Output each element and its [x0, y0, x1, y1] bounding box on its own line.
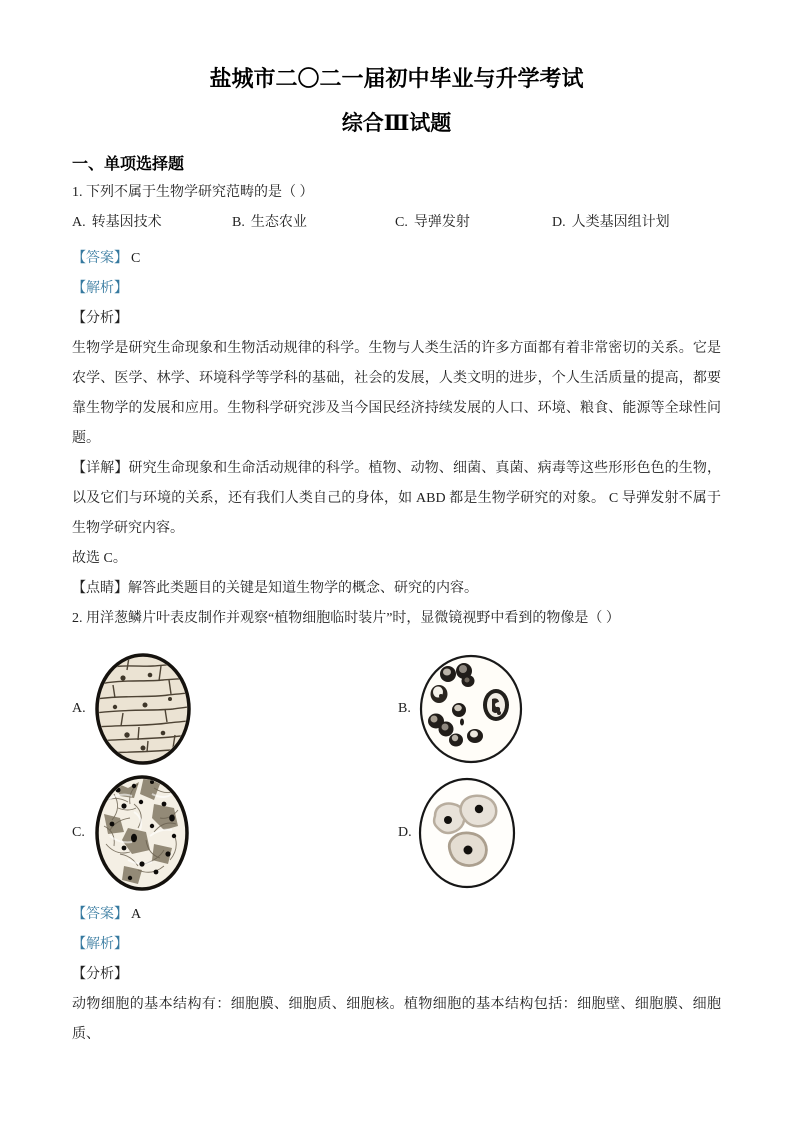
onion-epidermis-cells-micrograph: [93, 651, 193, 767]
q1-answer-line: [72, 244, 721, 274]
q1-option-b-text: 生态农业: [250, 215, 307, 230]
document-subtitle: 综合Ⅲ试题: [341, 111, 452, 135]
q1-fenxi-paragraph: 生物学是研究生命现象和生物活动规律的科学。生物与人类生活的许多方面都有着非常密切的关系。它是农学、医学、林学、环境科学等学科的基础，社会的发展，人类文明的进步，个人生活质量的提高，都要靠生物学的发展和应用。生物科学研究涉及当今国民经济持续发展的人口、环境、粮食、能源等全球性问题。: [72, 341, 721, 446]
q2-option-d-label: D.: [398, 825, 412, 840]
q1-conclusion: 故选 C。: [72, 551, 127, 566]
q2-option-b-label: B.: [398, 701, 411, 716]
q1-option-d-text: 人类基因组计划: [571, 215, 670, 230]
jiexi-label-2: 【解析】: [72, 937, 128, 952]
question-1-stem: 1. 下列不属于生物学研究范畴的是（ ）: [72, 185, 314, 200]
q2-option-c-label: C.: [72, 825, 85, 840]
fibrous-tissue-cells-micrograph: [94, 774, 190, 892]
fenxi-label: 【分析】: [72, 311, 128, 326]
document-title: 盐城市二〇二一届初中毕业与升学考试: [209, 66, 584, 91]
q1-option-a-text: 转基因技术: [91, 215, 162, 230]
xiangjie-label: 【详解】: [72, 461, 129, 476]
animal-cells-micrograph: [417, 776, 517, 890]
air-bubbles-micrograph: [418, 653, 524, 765]
q2-option-row-1: [72, 650, 721, 768]
q1-fenxi-line: [72, 304, 721, 334]
q1-option-b-label: B.: [232, 215, 245, 230]
q1-option-d: [552, 208, 721, 238]
question-2-stem: 2. 用洋葱鳞片叶表皮制作并观察“植物细胞临时装片”时，显微镜视野中看到的物像是（ ）: [72, 611, 620, 626]
q2-option-a-label: A.: [72, 701, 86, 716]
q1-xiangjie-paragraph: [72, 454, 721, 544]
q1-option-c: [395, 208, 552, 238]
q1-answer-letter: C: [131, 251, 141, 266]
q2-answer-letter: A: [131, 907, 142, 922]
q1-option-a-label: A.: [72, 215, 86, 230]
q2-fenxi-paragraph: 动物细胞的基本结构有：细胞膜、细胞质、细胞核。植物细胞的基本结构包括：细胞壁、细胞膜、细胞质、: [72, 997, 721, 1042]
q1-option-a: [72, 208, 232, 238]
q2-jiexi-line: [72, 930, 721, 960]
jiexi-label: 【解析】: [72, 281, 128, 296]
q1-option-d-label: D.: [552, 215, 566, 230]
section-heading: 一、单项选择题: [72, 156, 185, 173]
q2-answer-line: [72, 900, 721, 930]
q2-option-row-2: [72, 774, 721, 892]
q1-jiexi-line: [72, 274, 721, 304]
q1-option-c-label: C.: [395, 215, 408, 230]
answer-label-2: 【答案】: [72, 907, 128, 922]
question-1-options: [72, 208, 721, 238]
q1-xiangjie-text: 研究生命现象和生命活动规律的科学。植物、动物、细菌、真菌、病毒等这些形形色色的生物，以及它们与环境的关系，还有我们人类自己的身体，如 ABD 都是生物学研究的对象。 C 导弹发射不属于生物学研究内容。: [72, 461, 722, 536]
q1-dianjing-paragraph: [72, 574, 721, 604]
fenxi-label-2: 【分析】: [72, 967, 128, 982]
answer-label: 【答案】: [72, 251, 128, 266]
q1-option-c-text: 导弹发射: [413, 215, 470, 230]
q1-option-b: [232, 208, 395, 238]
q2-fenxi-line: [72, 960, 721, 990]
q1-dianjing-text: 解答此类题目的关键是知道生物学的概念、研究的内容。: [128, 581, 478, 596]
dianjing-label: 【点睛】: [72, 581, 128, 596]
